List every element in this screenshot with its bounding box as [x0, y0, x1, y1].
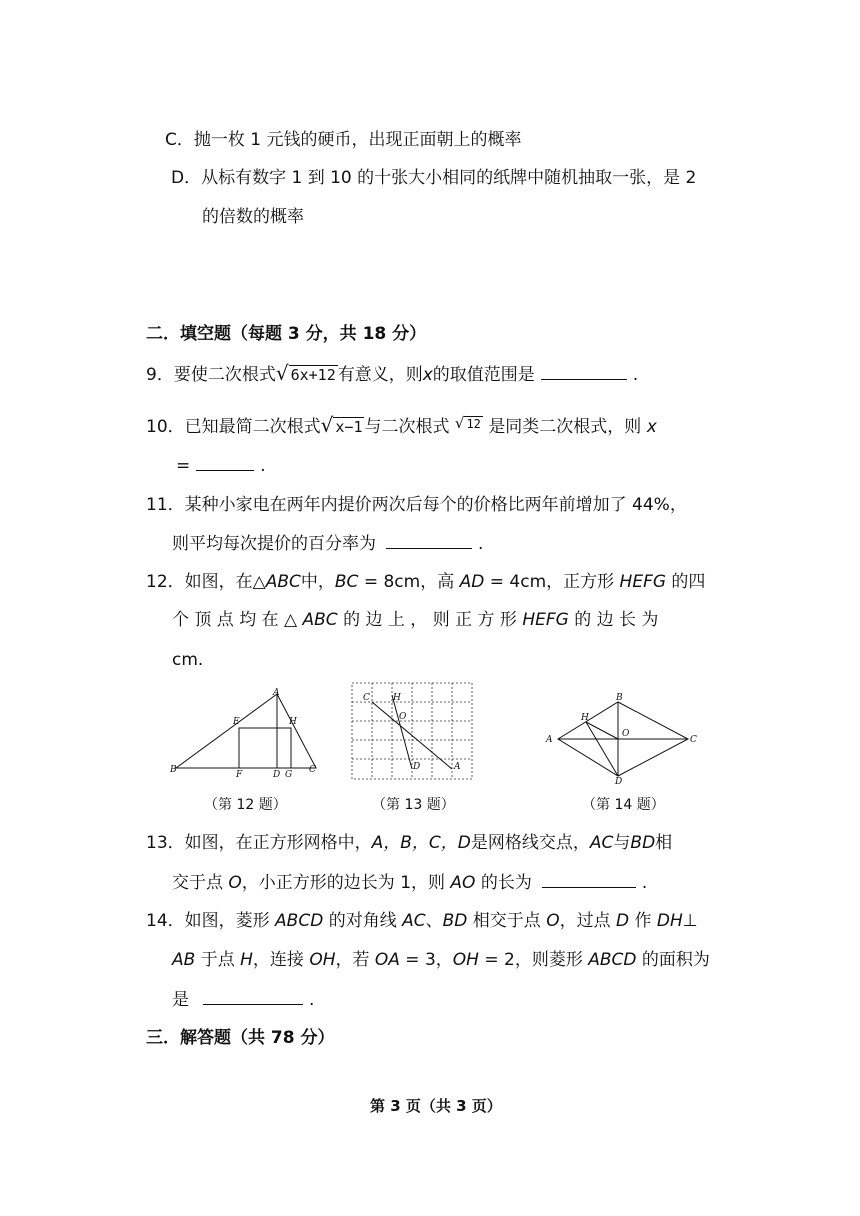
q14-var: OA — [374, 950, 400, 970]
question-13-line1 — [146, 832, 672, 854]
figure-14 — [540, 692, 700, 784]
figure-13 — [350, 681, 474, 783]
q9-prefix: 9．要使二次根式 — [146, 365, 276, 385]
q14-text: = 2，则菱形 — [478, 950, 589, 970]
q12-text: 12．如图，在△ — [146, 572, 266, 592]
q10-suffix: 是同类二次根式，则 — [488, 417, 642, 437]
fig12-label-e: E — [233, 717, 240, 727]
q12-var: HEFG — [522, 610, 569, 630]
question-11-line1: 11．某种小家电在两年内提价两次后每个的价格比两年前增加了 44%， — [146, 495, 687, 515]
q10-radical-1: √ x−1 — [320, 413, 363, 437]
q12-text: = 4cm，正方形 — [484, 572, 620, 592]
q14-text: ，连接 — [252, 950, 310, 970]
q14-text: ⊥ — [682, 911, 698, 931]
q14-var: OH — [309, 950, 336, 970]
question-10-line1 — [146, 412, 657, 438]
q14-text: 、 — [425, 911, 443, 931]
q11-line2-text: 则平均每次提价的百分率为 — [172, 534, 376, 554]
question-14-line3 — [172, 988, 314, 1011]
q14-var: OH — [452, 950, 479, 970]
q11-end: . — [478, 534, 484, 554]
q10-mid: 与二次根式 — [364, 417, 450, 437]
q10-answer-blank[interactable] — [196, 454, 254, 471]
q14-end: . — [309, 990, 315, 1010]
question-12-line1 — [146, 571, 705, 593]
q14-text: 的对角线 — [323, 911, 403, 931]
q9-radicand: 6x+12 — [290, 366, 336, 384]
question-13-line2 — [172, 871, 647, 894]
fig12-label-a: A — [273, 688, 280, 698]
fig12-label-b: B — [170, 765, 177, 775]
q10-var: x — [646, 417, 657, 437]
q14-text: 14．如图，菱形 — [146, 911, 276, 931]
q12-text: = 8cm，高 — [358, 572, 460, 592]
q13-var: AC — [589, 833, 614, 853]
q12-var: BC — [334, 572, 359, 592]
q13-text: 与 — [613, 833, 631, 853]
q14-answer-blank[interactable] — [203, 988, 303, 1005]
question-10-line2 — [176, 454, 266, 477]
figure-12 — [168, 688, 328, 780]
fig14-label-b: B — [616, 693, 623, 703]
option-d-line1: D．从标有数字 1 到 10 的十张大小相同的纸牌中随机抽取一张，是 2 — [171, 168, 697, 188]
section3-title: 三．解答题（共 78 分） — [146, 1028, 335, 1048]
q9-radical: √ 6x+12 — [275, 361, 336, 385]
q14-text: 是 — [172, 990, 189, 1010]
q14-var: AC — [402, 911, 426, 931]
fig14-caption: （第 14 题） — [582, 797, 665, 813]
question-11-line2 — [172, 532, 483, 555]
q14-text: 的面积为 — [636, 950, 710, 970]
q14-text: = 3， — [399, 950, 453, 970]
q12-text: 的四 — [666, 572, 706, 592]
question-9 — [146, 362, 638, 386]
q12-var: ABC — [265, 572, 301, 592]
q13-text: ，小正方形的边长为 1，则 — [241, 873, 451, 893]
option-d-line2: 的倍数的概率 — [202, 207, 304, 227]
fig13-label-o: O — [399, 712, 407, 722]
question-14-line1 — [146, 910, 698, 932]
fig13-label-d: D — [413, 762, 421, 772]
q10-eq: = — [176, 456, 191, 476]
q12-text: 中， — [300, 572, 335, 592]
q14-var: H — [240, 950, 253, 970]
q10-end: . — [260, 456, 266, 476]
fig12-label-c: C — [309, 765, 316, 775]
q14-var: ABCD — [275, 911, 324, 931]
q14-var: D — [616, 911, 630, 931]
q14-var: DH — [656, 911, 683, 931]
q13-text: 13．如图，在正方形网格中， — [146, 833, 372, 853]
q10-radicand-2: 12 — [466, 417, 481, 431]
q13-var: AO — [450, 873, 476, 893]
fig14-label-h: H — [581, 713, 589, 723]
fig14-label-c: C — [690, 735, 697, 745]
q9-suffix: 的取值范围是 — [432, 365, 535, 385]
fig14-label-d: D — [615, 777, 623, 784]
question-14-line2 — [172, 949, 710, 971]
fig14-label-a: A — [546, 735, 553, 745]
q13-text: 的长为 — [475, 873, 532, 893]
q14-var: ABCD — [588, 950, 637, 970]
q12-var: HEFG — [619, 572, 667, 592]
q9-answer-blank[interactable] — [541, 363, 627, 380]
q12-text: 的 边 长 为 — [568, 610, 659, 630]
fig12-label-g: G — [285, 770, 293, 780]
q10-prefix: 10．已知最简二次根式 — [146, 417, 321, 437]
section2-title: 二．填空题（每题 3 分，共 18 分） — [146, 324, 427, 344]
fig13-label-a: A — [454, 762, 461, 772]
q14-text: ，过点 — [559, 911, 616, 931]
q14-text: ，若 — [335, 950, 375, 970]
q12-var: ABC — [302, 610, 338, 630]
fig12-caption: （第 12 题） — [204, 797, 287, 813]
fig12-label-d: D — [273, 770, 281, 780]
question-12-line3: cm. — [172, 650, 204, 670]
q13-var: A，B，C，D — [371, 833, 471, 853]
q13-text: 相 — [655, 833, 673, 853]
q10-radical-2: √ 12 — [454, 414, 481, 432]
q13-text: 是网格线交点， — [470, 833, 590, 853]
q14-text: 相交于点 — [467, 911, 547, 931]
q12-text: 的 边 上 ， 则 正 方 形 — [337, 610, 523, 630]
q13-var: BD — [630, 833, 656, 853]
fig14-label-o: O — [622, 729, 630, 739]
q9-mid: 有意义，则 — [337, 365, 423, 385]
q9-var: x — [422, 365, 433, 385]
q9-end: . — [632, 365, 639, 385]
fig13-label-c: C — [363, 693, 370, 703]
fig13-caption: （第 13 题） — [372, 797, 455, 813]
page-footer: 第 3 页（共 3 页） — [370, 1097, 502, 1115]
q14-text: 作 — [629, 911, 657, 931]
q13-answer-blank[interactable] — [542, 871, 636, 888]
q13-end: . — [641, 873, 648, 893]
q12-text: 个 顶 点 均 在 △ — [172, 610, 303, 630]
q12-var: AD — [459, 572, 485, 592]
fig13-label-h: H — [393, 693, 401, 703]
q14-var: O — [546, 911, 560, 931]
q13-text: 交于点 — [172, 873, 229, 893]
option-c: C．抛一枚 1 元钱的硬币，出现正面朝上的概率 — [165, 130, 522, 150]
q14-text: 于点 — [195, 950, 241, 970]
fig12-label-f: F — [236, 770, 243, 780]
q11-answer-blank[interactable] — [386, 532, 472, 549]
q10-radicand-1: x−1 — [335, 418, 363, 436]
q14-var: AB — [172, 950, 196, 970]
question-12-line2 — [172, 609, 658, 631]
fig12-label-h: H — [289, 717, 297, 727]
q13-var: O — [228, 873, 242, 893]
q14-var: BD — [442, 911, 468, 931]
